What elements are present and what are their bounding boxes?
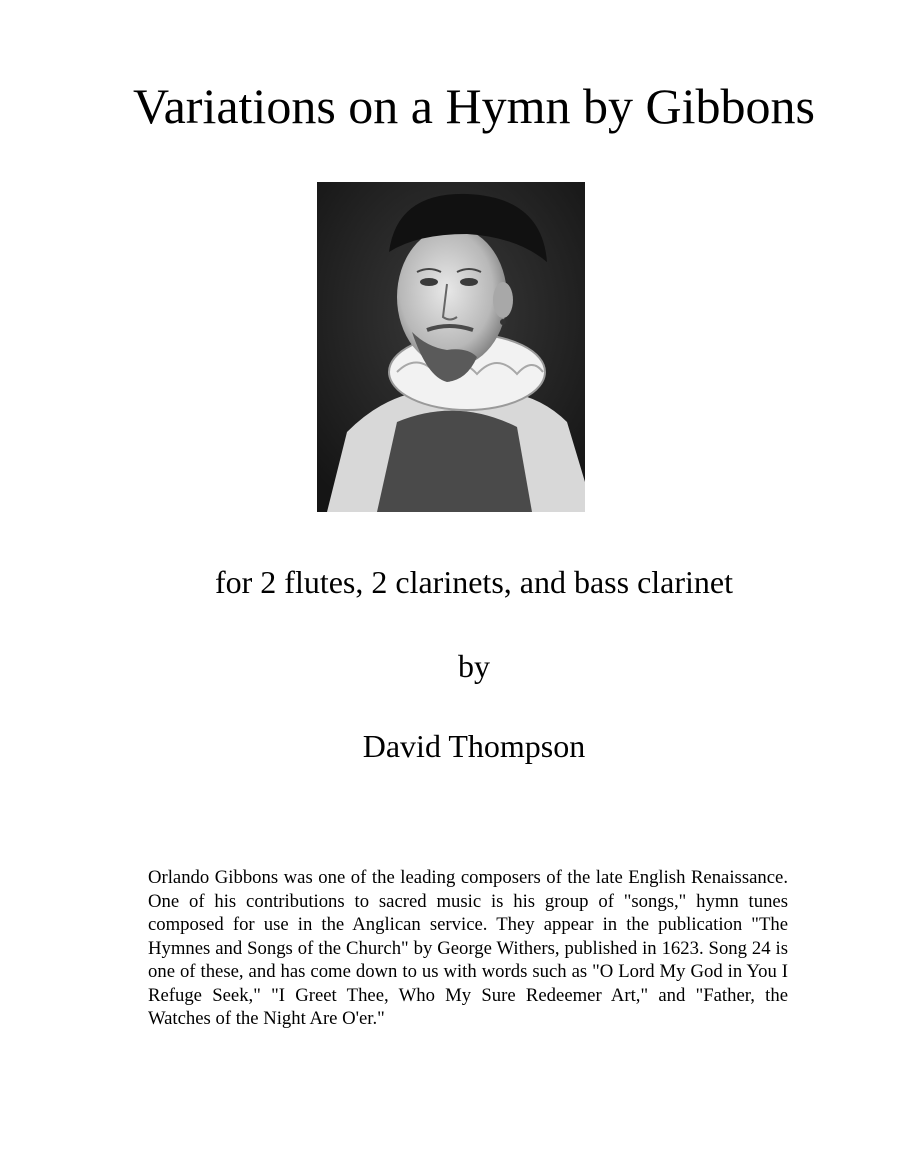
description-paragraph: Orlando Gibbons was one of the leading composers of the late English Renaissance. One of his contributions to sacred music is his group of "songs," hymn tunes composed for use in the Anglican service. They appear in the publication "The Hymnes and Songs of the Church" by George Withers, published in 1623. Song 24 is one of these, and has come down to us with words such as "O Lord My God in You I Refuge Seek," "I Greet Thee, Who My Sure Redeemer Art," and "Father, the Watches of the Night Are O'er." (148, 867, 788, 1029)
composer-portrait (317, 182, 585, 512)
composer-name: David Thompson (362, 728, 586, 764)
instrumentation: for 2 flutes, 2 clarinets, and bass clarinet (214, 564, 734, 600)
page-title: Variations on a Hymn by Gibbons (133, 78, 815, 134)
by-label: by (458, 648, 490, 684)
